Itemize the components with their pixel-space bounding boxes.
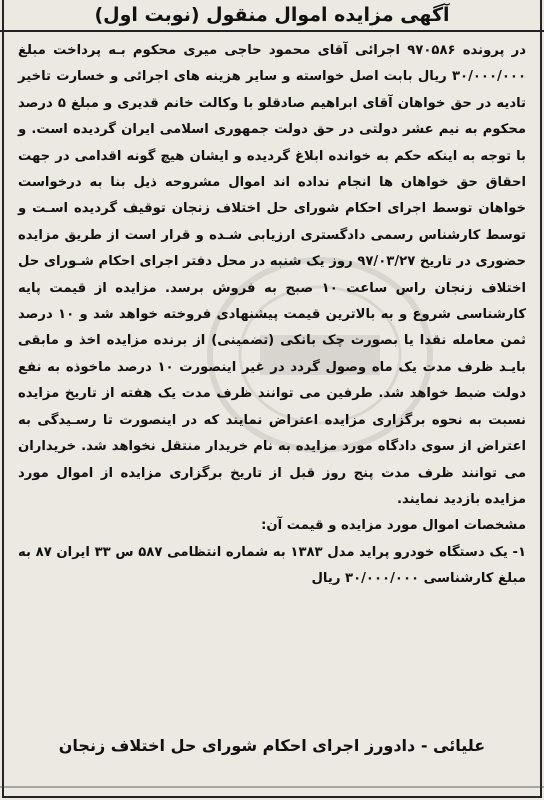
property-item-1: ۱- یک دستگاه خودرو پراید مدل ۱۳۸۳ به شماره انتظامی ۵۸۷ س ۳۳ ایران ۸۷ به مبلغ کارشناسی ۳۰/۰۰۰/۰۰۰ ریال — [18, 544, 526, 587]
bottom-divider — [0, 786, 544, 788]
notice-paragraph: در پرونده ۹۷۰۵۸۶ اجرائی آقای محمود حاجی میری محکوم بـه پرداخت مبلغ ۳۰/۰۰۰/۰۰۰ ریال بابت اصل خواسته و سایر هزینه های اجرائی و خسارت تاخیر تادیه در حق خواهان آقای ابراهیم صادقلو با وکالت خانم قدیری و مبلغ ۵ درصد محکوم به نیم عشر دولتی در حق دولت جمهوری اسلامی ایران گردیده است. و با توجه به اینکه حکم به خوانده ابلاغ گردیده و ایشان هیچ گونه اقدامی در جهت احقاق حق خواهان ها انجام نداده اند اموال مشروحه ذیل بنا به درخواست خواهان توسط اجرای احکام شورای حل اختلاف زنجان توقیف گردیده اسـت و توسط کارشناس رسمی دادگستری ارزیابی شـده و قرار است از طریق مزایده حضوری در تاریخ ۹۷/۰۳/۲۷ روز یک شنبه در محل دفتر اجرای احکام شـورای حل اختلاف زنجان راس ساعت ۱۰ صبح به فروش برسد. مزایده از قیمت پایه کارشناسی شروع و به بالاترین قیمت پیشنهادی فروخته خواهد شد و ۱۰ درصد ثمن معامله نقدا یا بصورت چک بانکی (تضمینی) از برنده مزایده اخذ و مابقی بایـد ظرف مدت یک ماه وصول گردد در غیر اینصورت ۱۰ درصد ماخوذه به نفع دولت ضبط خواهد شد. طرفین می توانند ظرف مدت یک هفته از تاریخ مزایده نسبت به نحوه برگزاری مزایده اعتراض نمایند که در اینصورت تا رسـیدگی به اعتراض از سوی دادگاه مورد مزایده به نام خریدار منتقل نخواهد شد. خریداران می توانند ظرف مدت پنج روز قبل از تاریخ برگزاری مزایده از اموال مورد مزایده بازدید نمایند. — [18, 43, 527, 507]
property-section-heading: مشخصات اموال مورد مزایده و قیمت آن: — [261, 518, 526, 534]
notice-body — [18, 38, 526, 593]
signature-line: علیائی - دادورز اجرای احکام شورای حل اختلاف زنجان — [58, 736, 486, 755]
notice-title: آگهی مزایده اموال منقول (نوبت اول) — [0, 0, 544, 32]
